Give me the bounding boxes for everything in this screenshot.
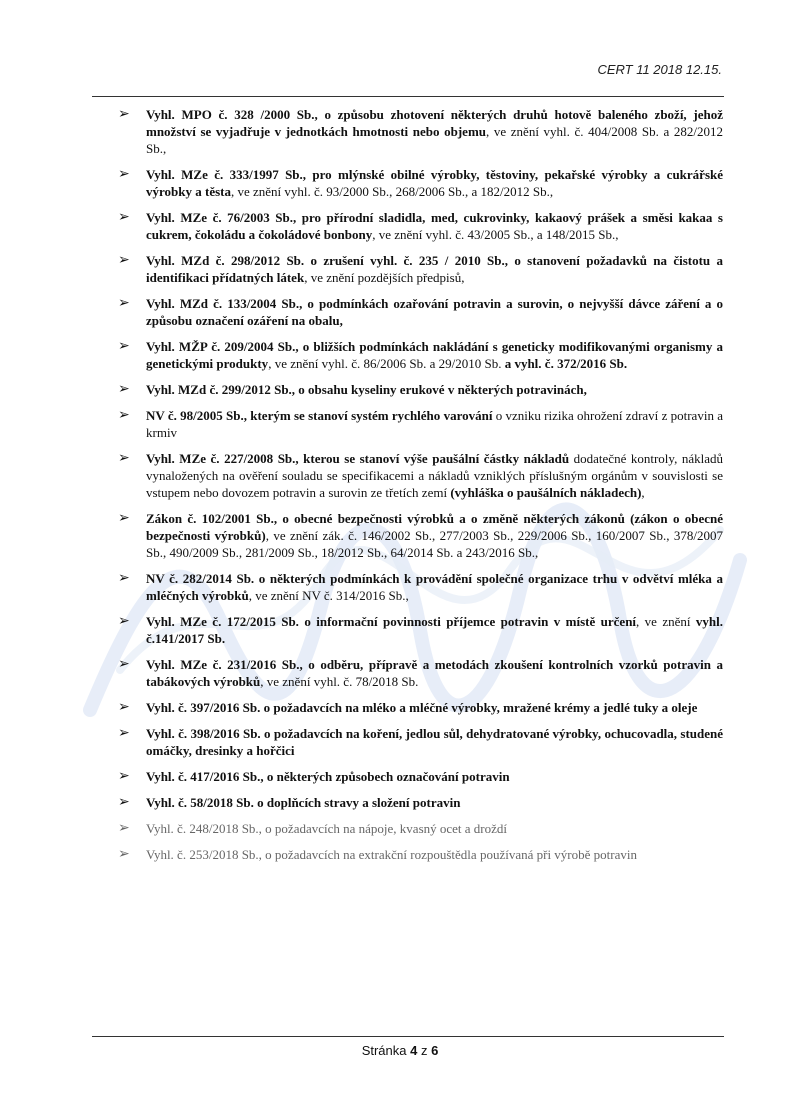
bullet-arrow-icon: ➢ <box>118 381 130 397</box>
item-text-bold: Vyhl. č. 397/2016 Sb. o požadavcích na mléko a mléčné výrobky, mražené krémy a jedlé tuky a oleje <box>146 700 698 715</box>
list-item <box>118 166 723 200</box>
bullet-arrow-icon: ➢ <box>118 794 130 810</box>
bullet-arrow-icon: ➢ <box>118 209 130 225</box>
bullet-arrow-icon: ➢ <box>118 166 130 182</box>
list-item <box>118 613 723 647</box>
item-text: , ve znění vyhl. č. 78/2018 Sb. <box>260 674 419 689</box>
list-item <box>118 699 723 716</box>
item-text: , ve znění NV č. 314/2016 Sb., <box>248 588 409 603</box>
bullet-arrow-icon: ➢ <box>118 252 130 268</box>
list-item <box>118 209 723 243</box>
item-text: Vyhl. č. 253/2018 Sb., o požadavcích na extrakční rozpouštědla používaná při výrobě potravin <box>146 847 637 862</box>
current-page: 4 <box>410 1043 418 1058</box>
list-item <box>118 295 723 329</box>
item-text-bold: (vyhláška o paušálních nákladech) <box>450 485 642 500</box>
item-text-bold: Zákon č. 102/2001 Sb., o obecné bezpečnosti výrobků a o změně některých zákonů (zákon o obecné bezpečnosti výrobků) <box>146 511 723 543</box>
item-text-bold: Vyhl. MZd č. 133/2004 Sb., o podmínkách ozařování potravin a surovin, o nejvyšší dávce záření a o způsobu označení ozáření na obalu, <box>146 296 723 328</box>
item-text: dodatečné kontroly, nákladů vynaložených na ověření souladu se specifikacemi a nákladů vzniklých příslušným orgánům v souvislosti se vstupem nebo dovozem potravin a surovin ze třetích zemí <box>146 451 723 500</box>
item-text: , ve znění vyhl. č. 404/2008 Sb. a 282/2012 Sb., <box>146 124 724 156</box>
document-reference: CERT 11 2018 12.15. <box>597 62 722 77</box>
bullet-arrow-icon: ➢ <box>118 768 130 784</box>
bullet-arrow-icon: ➢ <box>118 106 130 122</box>
bullet-arrow-icon: ➢ <box>118 295 130 311</box>
item-text-bold: vyhl. č.141/2017 Sb. <box>146 614 723 646</box>
list-item <box>118 725 723 759</box>
page-number <box>0 1043 800 1058</box>
list-item <box>118 338 723 372</box>
item-text: , ve znění vyhl. č. 86/2006 Sb. a 29/2010 Sb. <box>268 356 505 371</box>
legislation-list <box>118 106 723 872</box>
item-text: , ve znění vyhl. č. 43/2005 Sb., a 148/2015 Sb., <box>372 227 619 242</box>
list-item <box>118 570 723 604</box>
item-text: , ve znění <box>636 614 696 629</box>
item-text-bold: Vyhl. MZd č. 299/2012 Sb., o obsahu kyseliny erukové v některých potravinách, <box>146 382 587 397</box>
bullet-arrow-icon: ➢ <box>118 725 130 741</box>
list-item <box>118 820 723 837</box>
list-item <box>118 656 723 690</box>
page-separator: z <box>417 1043 432 1058</box>
item-text-bold: Vyhl. č. 58/2018 Sb. o doplňcích stravy a složení potravin <box>146 795 461 810</box>
item-text-bold: NV č. 98/2005 Sb., kterým se stanoví systém rychlého varování <box>146 408 493 423</box>
item-text-bold: a vyhl. č. 372/2016 Sb. <box>504 356 628 371</box>
footer-rule <box>92 1036 724 1037</box>
bullet-arrow-icon: ➢ <box>118 656 130 672</box>
item-text-bold: Vyhl. MZe č. 333/1997 Sb., pro mlýnské obilné výrobky, těstoviny, pekařské výrobky a cukrářské výrobky a těsta <box>146 167 723 199</box>
item-text: Vyhl. č. 248/2018 Sb., o požadavcích na nápoje, kvasný ocet a droždí <box>146 821 508 836</box>
item-text-bold: Vyhl. MZd č. 298/2012 Sb. o zrušení vyhl. č. 235 / 2010 Sb., o stanovení požadavků na čistotu a identifikaci přídatných látek <box>146 253 723 285</box>
list-item <box>118 407 723 441</box>
item-text-bold: Vyhl. č. 417/2016 Sb., o některých způsobech označování potravin <box>146 769 510 784</box>
item-text-bold: Vyhl. MZe č. 76/2003 Sb., pro přírodní sladidla, med, cukrovinky, kakaový prášek a směsi kakaa s cukrem, čokoládu a čokoládové bonbony <box>146 210 723 242</box>
item-text-bold: Vyhl. č. 398/2016 Sb. o požadavcích na koření, jedlou sůl, dehydratované výrobky, ochucovadla, studené omáčky, dresinky a hořčici <box>146 726 723 758</box>
bullet-arrow-icon: ➢ <box>118 613 130 629</box>
item-text: , ve znění vyhl. č. 93/2000 Sb., 268/2006 Sb., a 182/2012 Sb., <box>230 184 554 199</box>
bullet-arrow-icon: ➢ <box>118 407 130 423</box>
bullet-arrow-icon: ➢ <box>118 699 130 715</box>
header-rule <box>92 96 724 97</box>
bullet-arrow-icon: ➢ <box>118 570 130 586</box>
item-text: , <box>641 485 645 500</box>
bullet-arrow-icon: ➢ <box>118 820 130 836</box>
list-item <box>118 106 723 157</box>
item-text-bold: Vyhl. MŽP č. 209/2004 Sb., o bližších podmínkách nakládání s geneticky modifikovanými organismy a genetickými produkty <box>146 339 723 371</box>
bullet-arrow-icon: ➢ <box>118 450 130 466</box>
item-text: o vzniku rizika ohrožení zdraví z potravin a krmiv <box>146 408 723 440</box>
list-item <box>118 252 723 286</box>
list-item <box>118 768 723 785</box>
list-item <box>118 846 723 863</box>
list-item <box>118 450 723 501</box>
item-text-bold: Vyhl. MZe č. 172/2015 Sb. o informační povinnosti příjemce potravin v místě určení <box>146 614 637 629</box>
list-item <box>118 381 723 398</box>
item-text-bold: Vyhl. MZe č. 231/2016 Sb., o odběru, přípravě a metodách zkoušení kontrolních vzorků potravin a tabákových výrobků <box>146 657 723 689</box>
item-text: , ve znění pozdějších předpisů, <box>304 270 465 285</box>
total-pages: 6 <box>431 1043 439 1058</box>
list-item <box>118 510 723 561</box>
bullet-arrow-icon: ➢ <box>118 846 130 862</box>
bullet-arrow-icon: ➢ <box>118 510 130 526</box>
item-text: , ve znění zák. č. 146/2002 Sb., 277/2003 Sb., 229/2006 Sb., 160/2007 Sb., 378/2007 Sb., 490/2009 Sb., 281/2009 Sb., 18/2012 Sb., 64/2014 Sb. a 243/2016 Sb., <box>146 528 723 560</box>
page-label: Stránka <box>361 1043 411 1058</box>
list-item <box>118 794 723 811</box>
item-text-bold: NV č. 282/2014 Sb. o některých podmínkách k provádění společné organizace trhu v odvětví mléka a mléčných výrobků <box>146 571 723 603</box>
item-text-bold: Vyhl. MPO č. 328 /2000 Sb., o způsobu zhotovení některých druhů hotově baleného zboží, jehož množství se vyjadřuje v jednotkách hmotnosti nebo objemu <box>146 107 723 139</box>
item-text-bold: Vyhl. MZe č. 227/2008 Sb., kterou se stanoví výše paušální částky nákladů <box>146 451 570 466</box>
bullet-arrow-icon: ➢ <box>118 338 130 354</box>
